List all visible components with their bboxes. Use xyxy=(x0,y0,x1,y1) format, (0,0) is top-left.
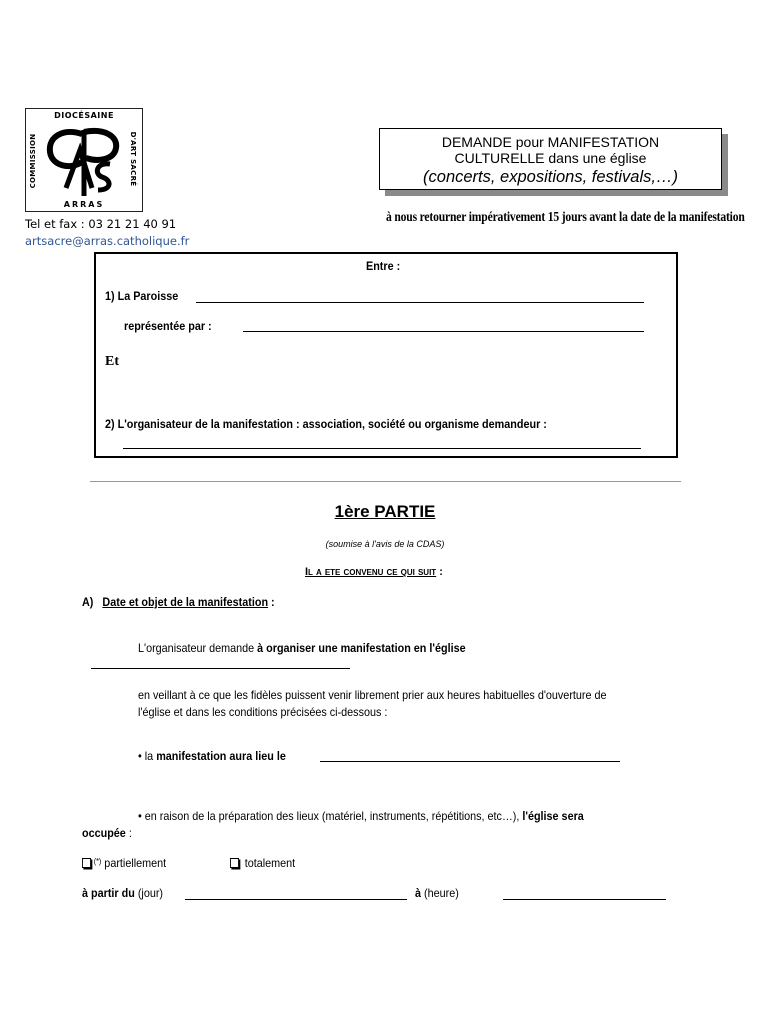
convenu-heading xyxy=(305,566,443,578)
convenu-text: Il a ete convenu ce qui suit xyxy=(305,566,437,578)
section-divider xyxy=(90,481,681,482)
title-line-3: (concerts, expositions, festivals,…) xyxy=(423,168,678,186)
jour-field[interactable] xyxy=(185,899,407,900)
option-partiellement[interactable] xyxy=(82,856,166,870)
organiser-sentence xyxy=(138,641,466,655)
logo xyxy=(25,108,143,212)
heure-label-group xyxy=(415,886,459,900)
paroisse-field[interactable] xyxy=(196,302,644,303)
heure-field[interactable] xyxy=(503,899,666,900)
title-box xyxy=(379,128,722,190)
section-a-heading xyxy=(82,595,275,609)
occupee-line xyxy=(82,826,132,840)
bullet-occupation-bold: l'église sera xyxy=(522,809,584,823)
section-a-colon: : xyxy=(268,595,275,609)
logo-text-right: D'ART SACRÉ xyxy=(129,131,137,187)
a-bold: à xyxy=(415,886,422,900)
et-label: Et xyxy=(105,354,119,369)
totalement-checkbox[interactable] xyxy=(230,858,239,868)
option-totalement[interactable] xyxy=(230,856,295,870)
eglise-name-field[interactable] xyxy=(91,668,350,669)
jour-label: (jour) xyxy=(134,886,164,900)
logo-text-left: COMMISSION xyxy=(29,133,37,189)
logo-text-top: DIOCÉSAINE xyxy=(54,111,114,120)
partie-title: 1ère PARTIE xyxy=(334,502,436,521)
a-partir-bold: à partir du xyxy=(82,886,135,900)
organisateur-demande-text: L'organisateur demande xyxy=(138,641,258,655)
veillant-line-1: en veillant à ce que les fidèles puissent venir librement prier aux heures habituelles d'ouverture de xyxy=(138,688,607,702)
title-line-1: DEMANDE pour MANIFESTATION xyxy=(441,134,660,150)
date-field[interactable] xyxy=(320,761,620,762)
partiellement-checkbox[interactable] xyxy=(82,858,91,868)
representee-field[interactable] xyxy=(243,331,644,332)
heure-label: (heure) xyxy=(421,886,459,900)
veillant-line-2: l'église et dans les conditions précisées ci-dessous : xyxy=(138,705,388,719)
organiser-bold-text: à organiser une manifestation en l'église xyxy=(257,641,466,655)
representee-label: représentée par : xyxy=(124,319,212,333)
paroisse-label: 1) La Paroisse xyxy=(105,289,179,303)
partiellement-label: partiellement xyxy=(101,856,167,870)
bullet-date-bold: manifestation aura lieu le xyxy=(156,749,286,763)
bullet-occupation-text: • en raison de la préparation des lieux (matériel, instruments, répétitions, etc…), xyxy=(138,809,523,823)
partiellement-marker: (*) xyxy=(93,857,102,866)
partie-subtitle: (soumise à l'avis de la CDAS) xyxy=(325,539,445,549)
organisateur-field[interactable] xyxy=(123,448,641,449)
convenu-colon: : xyxy=(436,566,443,578)
entre-heading: Entre : xyxy=(366,259,401,273)
logo-text-bottom: ARRAS xyxy=(63,200,105,209)
bullet-date-prefix: • la xyxy=(138,749,157,763)
occupee-bold: occupée xyxy=(82,826,126,840)
return-notice: à nous retourner impérativement 15 jours avant la date de la manifestation xyxy=(386,209,745,224)
totalement-label: totalement xyxy=(241,856,296,870)
title-line-2: CULTURELLE dans une église xyxy=(454,150,647,166)
occupee-colon: : xyxy=(125,826,132,840)
bullet-date xyxy=(138,749,286,763)
section-a-title: Date et objet de la manifestation xyxy=(102,595,269,609)
bullet-occupation xyxy=(138,809,584,823)
contact-email[interactable]: artsacre@arras.catholique.fr xyxy=(25,234,190,248)
section-a-label: A) xyxy=(82,595,94,609)
a-partir-label xyxy=(82,886,163,900)
contact-phone: Tel et fax : 03 21 21 40 91 xyxy=(25,217,177,231)
organisateur-label: 2) L'organisateur de la manifestation : association, société ou organisme demandeur : xyxy=(105,417,547,431)
cdas-monogram-icon xyxy=(42,122,128,198)
